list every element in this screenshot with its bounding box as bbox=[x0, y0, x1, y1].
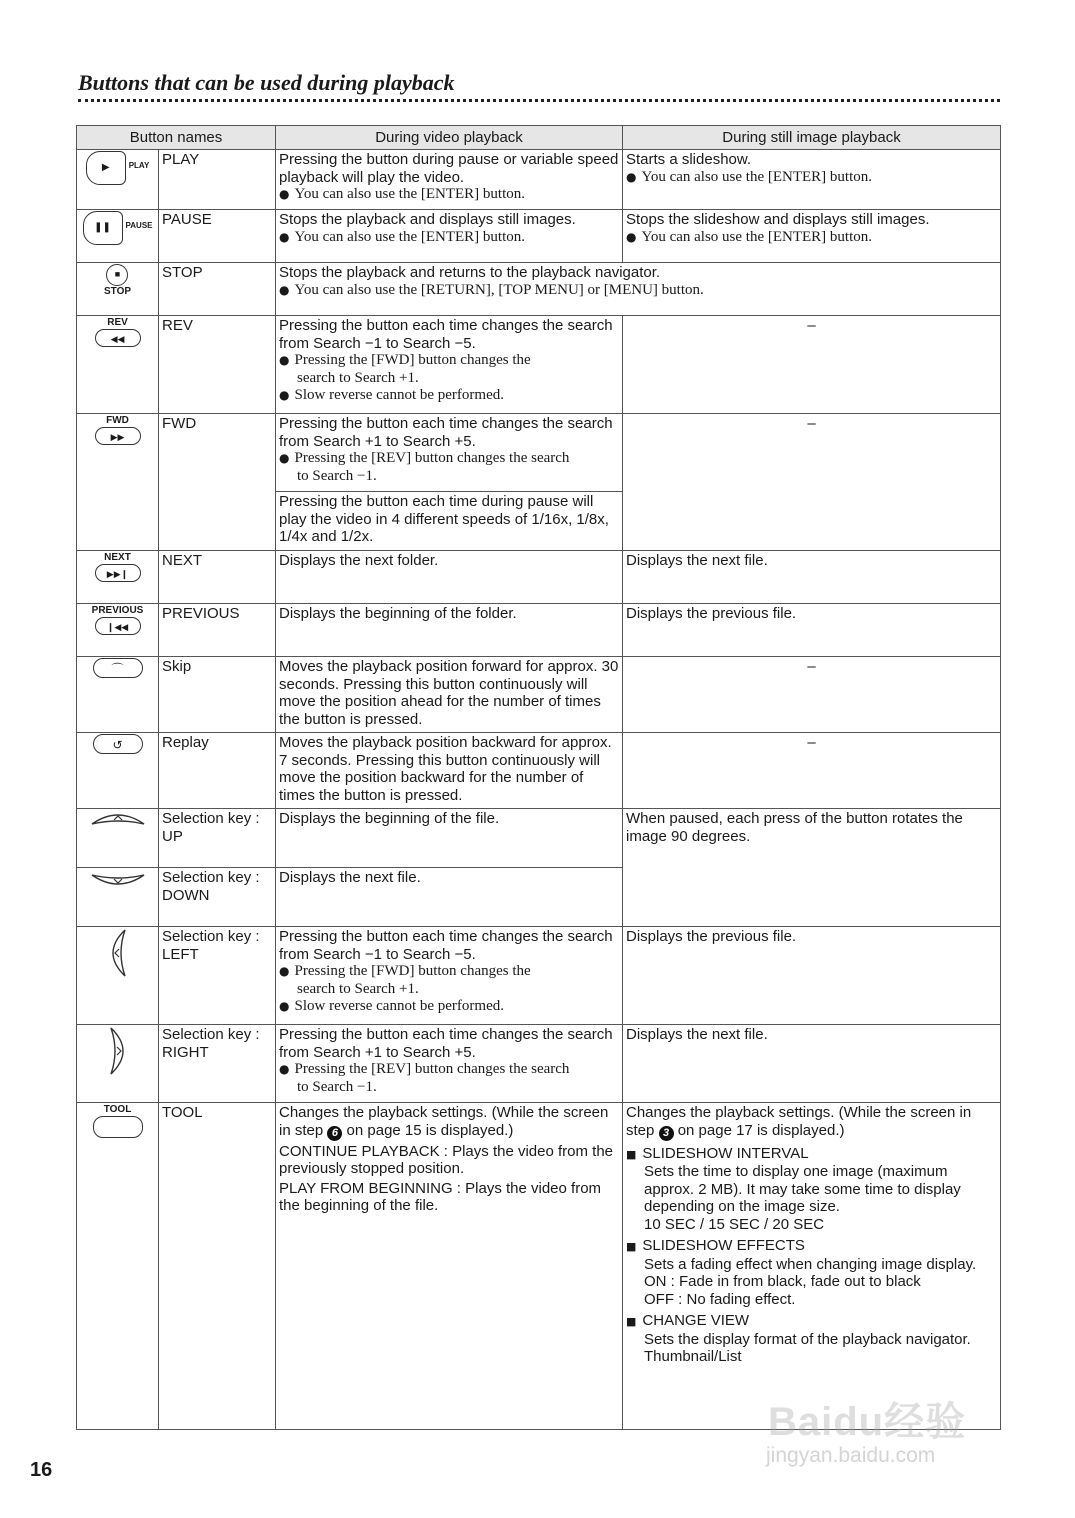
next-icon-label: NEXT bbox=[104, 552, 131, 563]
bullet-note: ● You can also use the [RETURN], [TOP MENU] or [MENU] button. bbox=[279, 282, 997, 300]
description: Pressing the button during pause or variable speed playback will play the video. bbox=[279, 151, 619, 186]
bullet-note: ● You can also use the [ENTER] button. bbox=[626, 229, 997, 247]
still-cell bbox=[623, 150, 1001, 210]
replay-arrow-icon: ↺ bbox=[93, 734, 143, 754]
button-name: NEXT bbox=[159, 551, 276, 604]
slideshow-interval-heading: ■ SLIDESHOW INTERVAL bbox=[626, 1145, 997, 1164]
button-name: PAUSE bbox=[159, 210, 276, 263]
button-name bbox=[159, 868, 276, 927]
video-cell: Moves the playback position backward for approx. 7 seconds. Pressing this button continuously will move the position backward for the number of times the button is pressed. bbox=[276, 733, 623, 809]
fwd-icon-label: FWD bbox=[106, 415, 129, 426]
button-name bbox=[159, 1025, 276, 1103]
previous-button-icon-cell bbox=[77, 604, 159, 657]
still-cell: Displays the previous file. bbox=[623, 927, 1001, 1025]
fwd-button-icon-cell bbox=[77, 414, 159, 551]
description: Stops the playback and displays still images. bbox=[279, 211, 576, 228]
table-row-up bbox=[77, 809, 1001, 868]
stop-description-cell bbox=[276, 263, 1001, 316]
video-cell: Displays the next folder. bbox=[276, 551, 623, 604]
description: Pressing the button each time changes the search from Search +1 to Search +5. bbox=[279, 415, 613, 450]
header-still-playback: During still image playback bbox=[623, 126, 1001, 150]
still-cell bbox=[623, 210, 1001, 263]
video-cell bbox=[276, 1103, 623, 1430]
table-row-next bbox=[77, 551, 1001, 604]
description-part: Changes the playback settings. (While the screen in step bbox=[279, 1104, 609, 1139]
table-row-previous bbox=[77, 604, 1001, 657]
play-button-icon-cell bbox=[77, 150, 159, 210]
right-key-icon bbox=[105, 1026, 131, 1076]
button-name: Replay bbox=[159, 733, 276, 809]
bullet-note-continued: to Search −1. bbox=[297, 1078, 377, 1095]
replay-button-icon-cell bbox=[77, 733, 159, 809]
pause-button-icon-cell bbox=[77, 210, 159, 263]
rev-icon-label: REV bbox=[107, 317, 128, 328]
button-name: REV bbox=[159, 316, 276, 414]
rewind-icon: REV ◀◀ bbox=[95, 317, 141, 347]
bullet-note: ● You can also use the [ENTER] button. bbox=[626, 169, 997, 187]
rev-button-icon-cell bbox=[77, 316, 159, 414]
still-cell: Displays the next file. bbox=[623, 551, 1001, 604]
down-button-icon-cell bbox=[77, 868, 159, 927]
video-cell: Displays the beginning of the file. bbox=[276, 809, 623, 868]
tool-icon bbox=[93, 1104, 143, 1143]
stop-icon: ■ STOP bbox=[104, 264, 131, 298]
continue-playback-option: CONTINUE PLAYBACK : Plays the video from the previously stopped position. bbox=[279, 1142, 614, 1177]
play-icon-label: PLAY bbox=[128, 161, 150, 171]
video-cell bbox=[276, 927, 623, 1025]
skip-arrow-icon: ⌒ bbox=[93, 658, 143, 678]
bullet-note: ● Pressing the [FWD] button changes the bbox=[279, 352, 619, 370]
header-button-names: Button names bbox=[77, 126, 276, 150]
still-cell-empty: – bbox=[623, 316, 1001, 414]
button-name-line1: Selection key : bbox=[162, 810, 260, 827]
video-cell bbox=[276, 316, 623, 414]
bullet-note: ● Slow reverse cannot be performed. bbox=[279, 387, 619, 405]
button-name: FWD bbox=[159, 414, 276, 551]
skip-button-icon-cell bbox=[77, 657, 159, 733]
table-row-rev bbox=[77, 316, 1001, 414]
slideshow-effects-on: ON : Fade in from black, fade out to black bbox=[644, 1273, 921, 1290]
up-key-icon bbox=[90, 810, 146, 830]
description-part: Changes the playback settings. (While the screen in step bbox=[626, 1104, 972, 1139]
next-track-icon: NEXT ▶▶❙ bbox=[95, 552, 141, 582]
right-button-icon-cell bbox=[77, 1025, 159, 1103]
button-name-line1: Selection key : bbox=[162, 1026, 260, 1043]
table-row-play bbox=[77, 150, 1001, 210]
play-from-beginning-option: PLAY FROM BEGINNING : Plays the video from the beginning of the file. bbox=[279, 1179, 602, 1214]
table-row-right bbox=[77, 1025, 1001, 1103]
video-cell: Displays the next file. bbox=[276, 868, 623, 927]
bullet-note: ● You can also use the [ENTER] button. bbox=[279, 229, 619, 247]
change-view-values: Thumbnail/List bbox=[644, 1348, 742, 1365]
slideshow-interval-values: 10 SEC / 15 SEC / 20 SEC bbox=[644, 1215, 825, 1233]
button-name-line1: Selection key : bbox=[162, 869, 260, 886]
dotted-divider bbox=[78, 99, 1000, 102]
bullet-note-continued: search to Search +1. bbox=[297, 369, 419, 386]
still-cell-rotate: When paused, each press of the button rotates the image 90 degrees. bbox=[623, 809, 1001, 927]
video-cell bbox=[276, 492, 623, 551]
button-name-line2: DOWN bbox=[162, 886, 210, 904]
button-name-line1: Selection key : bbox=[162, 928, 260, 945]
slideshow-effects-desc: Sets a fading effect when changing image display. bbox=[644, 1255, 977, 1273]
table-row-pause bbox=[77, 210, 1001, 263]
table-row-tool bbox=[77, 1103, 1001, 1430]
video-cell: Moves the playback position forward for approx. 30 seconds. Pressing this button continuously will move the position ahead for the number of times the button is pressed. bbox=[276, 657, 623, 733]
still-cell: Displays the previous file. bbox=[623, 604, 1001, 657]
video-cell bbox=[276, 150, 623, 210]
still-cell: Displays the next file. bbox=[623, 1025, 1001, 1103]
button-name bbox=[159, 809, 276, 868]
tool-icon-label: TOOL bbox=[103, 1104, 132, 1115]
pause-icon-label: PAUSE bbox=[125, 221, 153, 231]
video-cell bbox=[276, 210, 623, 263]
button-name-line2: RIGHT bbox=[162, 1043, 209, 1061]
still-cell-empty: – bbox=[623, 657, 1001, 733]
step-number-icon: 6 bbox=[327, 1126, 342, 1141]
page-number: 16 bbox=[30, 1459, 53, 1481]
still-cell bbox=[623, 1103, 1001, 1430]
button-name-line2: UP bbox=[162, 827, 183, 845]
description: Starts a slideshow. bbox=[626, 151, 752, 168]
tool-button-icon-cell bbox=[77, 1103, 159, 1430]
video-cell: Displays the beginning of the folder. bbox=[276, 604, 623, 657]
button-name: TOOL bbox=[159, 1103, 276, 1430]
video-cell bbox=[276, 414, 623, 492]
fast-forward-icon: FWD ▶▶ bbox=[95, 415, 141, 445]
pause-icon: ❚❚ bbox=[83, 211, 123, 245]
header-video-playback: During video playback bbox=[276, 126, 623, 150]
button-name: PLAY bbox=[159, 150, 276, 210]
table-row-replay bbox=[77, 733, 1001, 809]
table-row-skip bbox=[77, 657, 1001, 733]
slideshow-interval-desc: Sets the time to display one image (maximum approx. 2 MB). It may take some time to display depending on the image size. bbox=[644, 1163, 961, 1215]
button-name: PREVIOUS bbox=[159, 604, 276, 657]
still-cell-empty: – bbox=[623, 414, 1001, 551]
slideshow-effects-heading: ■ SLIDESHOW EFFECTS bbox=[626, 1237, 997, 1256]
table-row-left bbox=[77, 927, 1001, 1025]
button-name: Skip bbox=[159, 657, 276, 733]
bullet-note: ● Pressing the [REV] button changes the search bbox=[279, 1061, 619, 1079]
button-name bbox=[159, 927, 276, 1025]
table-header-row bbox=[77, 126, 1001, 150]
stop-icon-label: STOP bbox=[103, 286, 132, 297]
bullet-note: ● You can also use the [ENTER] button. bbox=[279, 186, 619, 204]
watermark-url: jingyan.baidu.com bbox=[766, 1444, 936, 1467]
play-icon: ▶ bbox=[86, 151, 126, 185]
slideshow-effects-off: OFF : No fading effect. bbox=[644, 1290, 796, 1308]
description: Pressing the button each time changes the search from Search +1 to Search +5. bbox=[279, 1026, 613, 1061]
step-number-icon: 3 bbox=[659, 1126, 674, 1141]
bullet-note: ● Pressing the [REV] button changes the search bbox=[279, 450, 619, 468]
bullet-note: ● Slow reverse cannot be performed. bbox=[279, 998, 619, 1016]
description-part: on page 15 is displayed.) bbox=[346, 1121, 514, 1139]
description-part: on page 17 is displayed.) bbox=[677, 1121, 845, 1139]
description: Pressing the button each time during pause will play the video in 4 different speeds of 1/16x, 1/8x, 1/4x and 1/2x. bbox=[279, 493, 609, 545]
up-button-icon-cell bbox=[77, 809, 159, 868]
left-button-icon-cell bbox=[77, 927, 159, 1025]
previous-track-icon: PREVIOUS ❙◀◀ bbox=[92, 605, 144, 635]
bullet-note: ● Pressing the [FWD] button changes the bbox=[279, 963, 619, 981]
still-cell-empty: – bbox=[623, 733, 1001, 809]
description: Pressing the button each time changes the search from Search −1 to Search −5. bbox=[279, 928, 613, 963]
button-name-line2: LEFT bbox=[162, 945, 199, 963]
bullet-note-continued: search to Search +1. bbox=[297, 980, 419, 997]
bullet-note-continued: to Search −1. bbox=[297, 467, 377, 484]
page-title: Buttons that can be used during playback bbox=[78, 70, 455, 95]
watermark-brand: Baidu经验 bbox=[768, 1400, 967, 1444]
table-row-fwd bbox=[77, 414, 1001, 492]
previous-icon-label: PREVIOUS bbox=[91, 605, 144, 616]
description bbox=[279, 1104, 619, 1141]
down-key-icon bbox=[90, 869, 146, 889]
description bbox=[626, 1104, 997, 1141]
change-view-heading: ■ CHANGE VIEW bbox=[626, 1312, 997, 1331]
video-cell bbox=[276, 1025, 623, 1103]
description: Pressing the button each time changes the search from Search −1 to Search −5. bbox=[279, 317, 613, 352]
description: Stops the playback and returns to the playback navigator. bbox=[279, 264, 661, 281]
change-view-desc: Sets the display format of the playback navigator. bbox=[644, 1330, 971, 1348]
left-key-icon bbox=[105, 928, 131, 978]
table-row-stop bbox=[77, 263, 1001, 316]
next-button-icon-cell bbox=[77, 551, 159, 604]
button-name: STOP bbox=[159, 263, 276, 316]
stop-button-icon-cell bbox=[77, 263, 159, 316]
buttons-table bbox=[76, 125, 1001, 1430]
description: Stops the slideshow and displays still images. bbox=[626, 211, 930, 228]
